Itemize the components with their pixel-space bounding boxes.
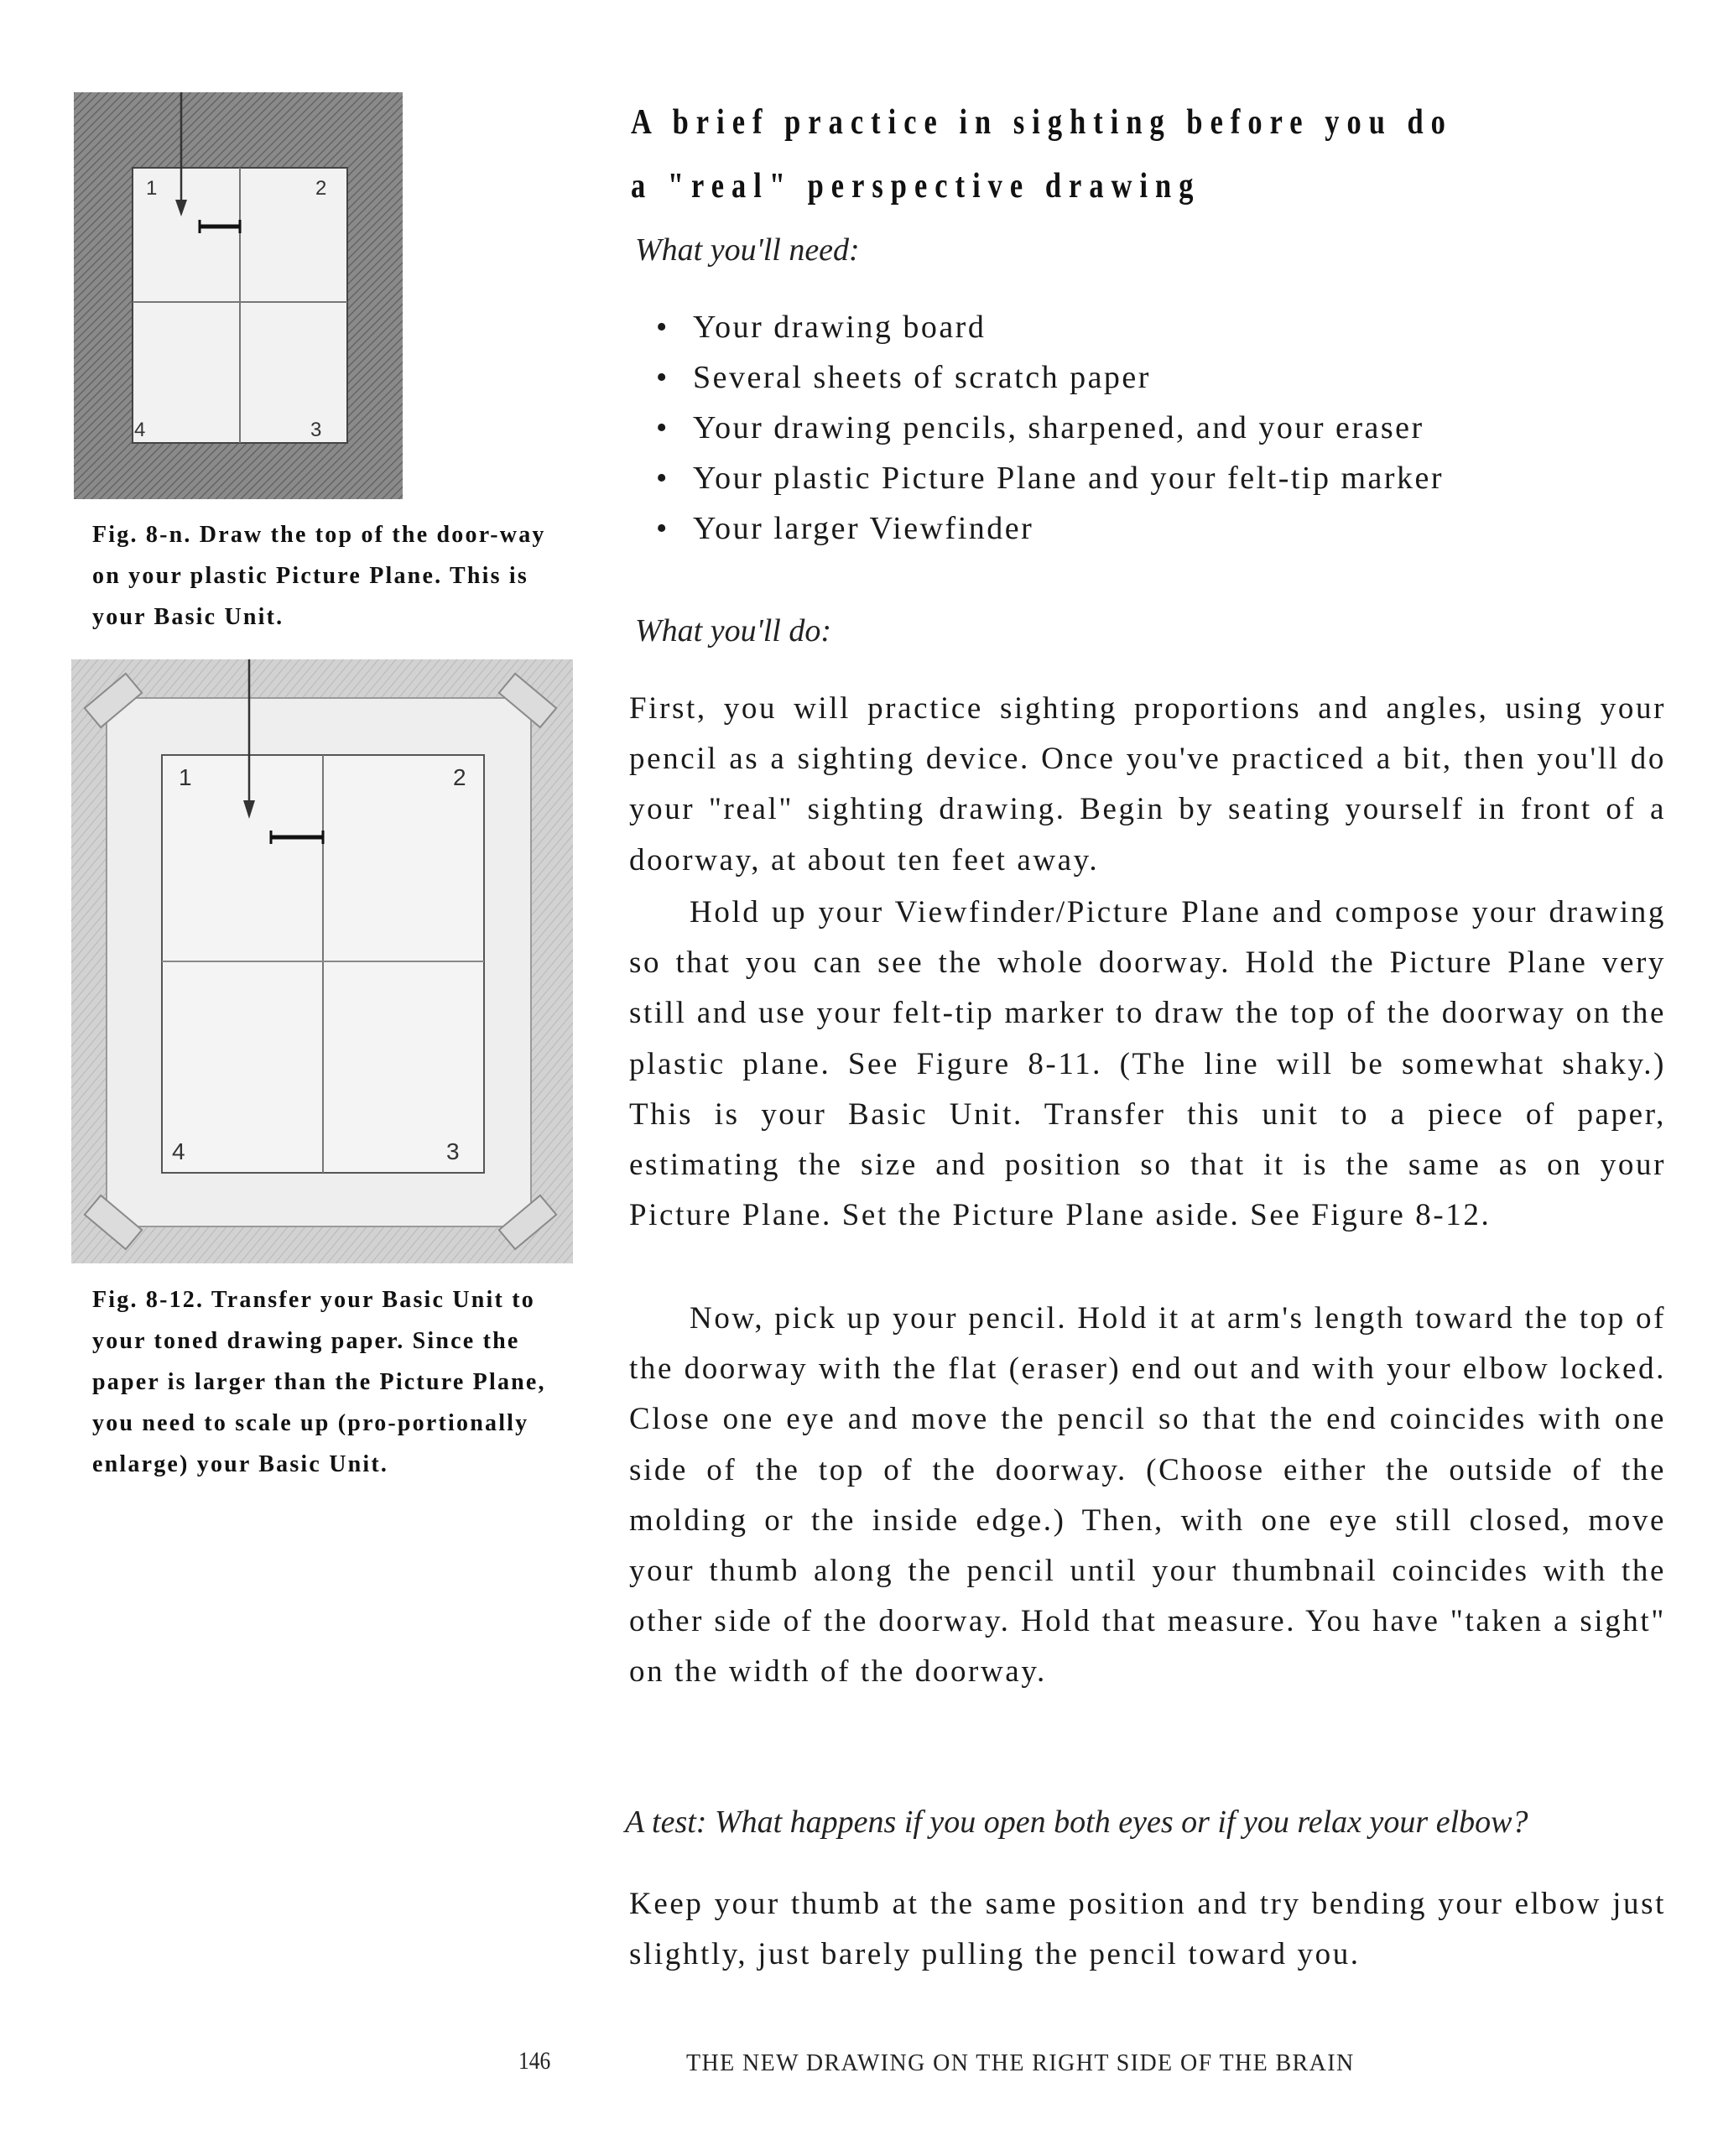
section-heading: A brief practice in sighting before you do a "real" perspective drawing [631, 103, 1453, 206]
list-item: • Your drawing board [656, 302, 1444, 352]
figure-8-11-illustration [74, 92, 403, 499]
corner-label-4: 4 [134, 419, 146, 441]
corner-label-1: 1 [146, 177, 158, 200]
what-youll-do-heading: What you'll do: [635, 613, 831, 648]
corner-label-1: 1 [179, 764, 192, 790]
list-item: • Your larger Viewfinder [656, 503, 1444, 554]
corner-label-2: 2 [315, 177, 327, 200]
running-title: THE NEW DRAWING ON THE RIGHT SIDE OF THE BRAIN [686, 2050, 1355, 2076]
corner-label-3: 3 [310, 419, 322, 441]
list-item: • Your plastic Picture Plane and your felt-tip marker [656, 453, 1444, 503]
list-item: • Several sheets of scratch paper [656, 352, 1444, 403]
materials-list [656, 302, 1444, 554]
figure-8-12-caption: Fig. 8-12. Transfer your Basic Unit to your toned drawing paper. Since the paper is larger than the Picture Plane, you need to scale up (pro-portionally enlarge) your Basic Unit. [92, 1287, 546, 1477]
test-question: A test: What happens if you open both eyes or if you relax your elbow? [625, 1804, 1528, 1840]
corner-label-4: 4 [172, 1138, 185, 1164]
page-number: 146 [518, 2047, 551, 2075]
what-youll-need-heading: What you'll need: [635, 232, 860, 268]
list-item: • Your drawing pencils, sharpened, and your eraser [656, 403, 1444, 453]
figure-8-11-caption: Fig. 8-n. Draw the top of the door-way on your plastic Picture Plane. This is your Basic Unit. [92, 522, 546, 630]
paragraph-2: Hold up your Viewfinder/Picture Plane and compose your drawing so that you can see the whole doorway. Hold the Picture Plane very still and use your felt-tip marker to draw the top of the doorway on the plastic plane. See Figure 8-11. (The line will be somewhat shaky.) This is your Basic Unit. Transfer this unit to a piece of paper, estimating the size and position so that it is the same as on your Picture Plane. Set the Picture Plane aside. See Figure 8-12. [629, 895, 1666, 1233]
paragraph-4: Keep your thumb at the same position and try bending your elbow just slightly, just barely pulling the pencil toward you. [629, 1887, 1666, 1972]
paragraph-1: First, you will practice sighting proportions and angles, using your pencil as a sighting device. Once you've practiced a bit, then you'll do your "real" sighting drawing. Begin by seating yourself in front of a doorway, at about ten feet away. [629, 691, 1666, 878]
corner-label-3: 3 [446, 1138, 460, 1164]
paragraph-3: Now, pick up your pencil. Hold it at arm's length toward the top of the doorway with the flat (eraser) end out and with your elbow locked. Close one eye and move the pencil so that the end coincides with one side of the top of the doorway. (Choose either the outside of the molding or the inside edge.) Then, with one eye still closed, move your thumb along the pencil until your thumbnail coincides with the other side of the doorway. Hold that measure. You have "taken a sight" on the width of the doorway. [629, 1301, 1666, 1690]
corner-label-2: 2 [453, 764, 466, 790]
figure-8-12-illustration [71, 659, 573, 1263]
